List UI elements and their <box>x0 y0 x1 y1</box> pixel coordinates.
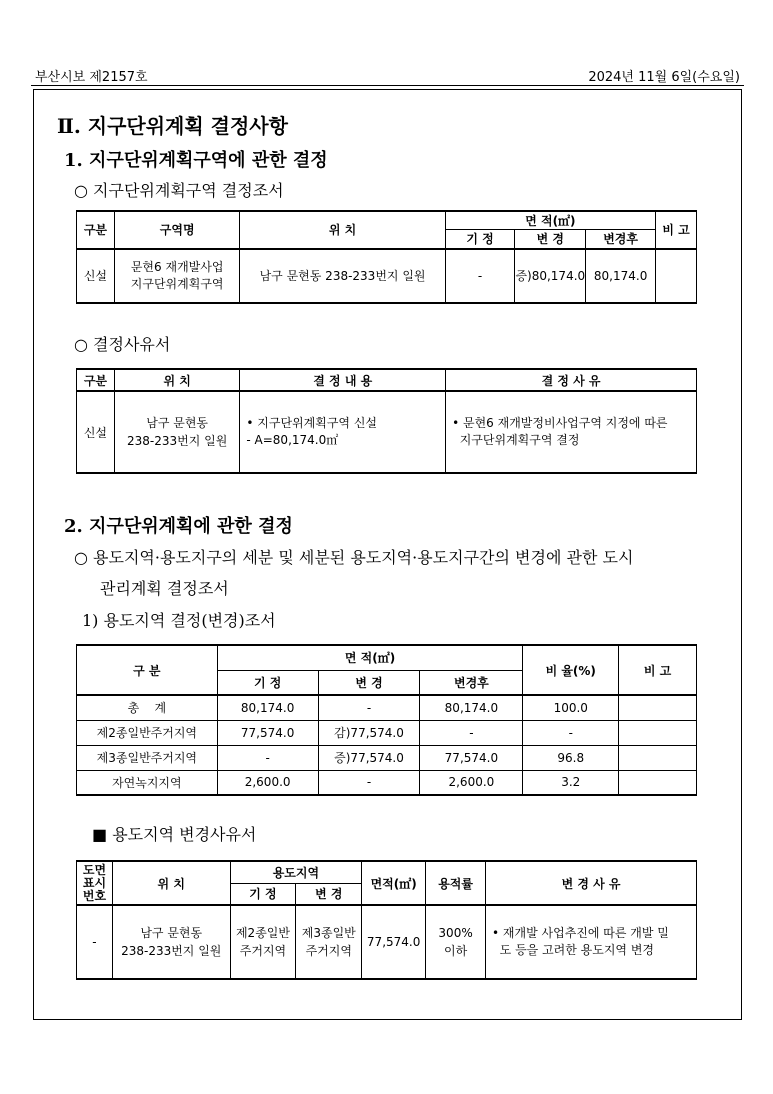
header-previous: 기 정 <box>445 230 515 249</box>
cell-note <box>619 695 697 720</box>
far-line-2: 이하 <box>443 944 468 958</box>
previous-zone-line-1: 제2종일반 <box>235 926 290 940</box>
cell-division: 신설 <box>77 391 115 473</box>
header-far: 용적률 <box>426 861 486 905</box>
header-location: 위 치 <box>114 369 240 391</box>
header-location: 위 치 <box>240 211 445 249</box>
cell-reason <box>486 905 697 979</box>
zone-name-line-1: 문현6 재개발사업 <box>130 259 224 274</box>
cell-change: - <box>318 770 420 795</box>
cell-after: 80,174.0 <box>586 249 656 303</box>
header-divider <box>31 85 744 86</box>
header-content: 결 정 내 용 <box>240 369 446 391</box>
zoning-heading-line-1: ○ 용도지역·용도지구의 세분 및 세분된 용도지역·용도지구간의 변경에 관한 도시 <box>74 548 634 567</box>
header-reason: 결 정 사 유 <box>446 369 697 391</box>
header-area: 면 적(㎡) <box>217 645 523 670</box>
cell-after: 77,574.0 <box>420 745 523 770</box>
header-change: 변 경 <box>318 670 420 695</box>
table-row <box>77 770 697 795</box>
header-zone: 용도지역 <box>230 861 362 883</box>
header-after: 변경후 <box>420 670 523 695</box>
table-row <box>77 249 697 303</box>
cell-area: 77,574.0 <box>362 905 426 979</box>
header-change: 변 경 <box>296 883 362 905</box>
location-line-1: 남구 문현동 <box>146 416 209 430</box>
cell-after: 2,600.0 <box>420 770 523 795</box>
header-zone-name: 구역명 <box>114 211 240 249</box>
cell-previous: - <box>217 745 318 770</box>
zoning-decision-heading: 1) 용도지역 결정(변경)조서 <box>82 611 276 630</box>
gazette-number: 부산시보 제2157호 <box>35 70 148 85</box>
cell-content <box>240 391 446 473</box>
cell-map-number: - <box>77 905 113 979</box>
cell-note <box>619 770 697 795</box>
cell-zone-name <box>114 249 240 303</box>
header-after: 변경후 <box>586 230 656 249</box>
header-note: 비 고 <box>656 211 697 249</box>
header-change: 변 경 <box>515 230 586 249</box>
gazette-date: 2024년 11월 6일(수요일) <box>588 70 740 85</box>
cell-note <box>619 745 697 770</box>
changed-zone-line-2: 주거지역 <box>305 944 352 958</box>
table-row <box>77 720 697 745</box>
header-previous: 기 정 <box>230 883 296 905</box>
header-location: 위 치 <box>112 861 230 905</box>
zoning-reason-heading: ■ 용도지역 변경사유서 <box>92 825 257 844</box>
cell-division: 총 계 <box>77 695 218 720</box>
reason-line-2: 지구단위계획구역 결정 <box>452 433 580 447</box>
zoning-change-reason-table <box>76 860 697 980</box>
header-area: 면적(㎡) <box>362 861 426 905</box>
location-line-1: 남구 문현동 <box>140 926 203 940</box>
cell-division: 자연녹지지역 <box>77 770 218 795</box>
subsection-1-title: 1. 지구단위계획구역에 관한 결정 <box>64 150 328 171</box>
section-title: Ⅱ. 지구단위계획 결정사항 <box>57 114 288 138</box>
cell-previous: 2,600.0 <box>217 770 318 795</box>
cell-after: - <box>420 720 523 745</box>
map-number-line-1: 도면 <box>82 862 107 877</box>
reason-heading: ○ 결정사유서 <box>74 335 171 354</box>
location-line-2: 238-233번지 일원 <box>126 434 228 448</box>
table-row <box>77 905 697 979</box>
reason-line-2: 도 등을 고려한 용도지역 변경 <box>492 943 655 957</box>
far-line-1: 300% <box>438 926 473 940</box>
cell-change: 감)77,574.0 <box>318 720 420 745</box>
cell-ratio: - <box>523 720 619 745</box>
cell-location <box>112 905 230 979</box>
cell-ratio: 96.8 <box>523 745 619 770</box>
location-line-2: 238-233번지 일원 <box>121 944 222 958</box>
zone-name-line-2: 지구단위계획구역 <box>130 276 224 291</box>
subsection-2-title: 2. 지구단위계획에 관한 결정 <box>64 516 293 537</box>
cell-location <box>114 391 240 473</box>
map-number-line-2: 표시 <box>82 875 107 890</box>
table-row <box>77 695 697 720</box>
reason-line-1: • 문현6 재개발정비사업구역 지정에 따른 <box>452 416 668 430</box>
cell-after: 80,174.0 <box>420 695 523 720</box>
header-area: 면 적(㎡) <box>445 211 655 230</box>
cell-changed-zone <box>296 905 362 979</box>
reason-line-1: • 재개발 사업추진에 따른 개발 밀 <box>492 926 669 940</box>
table-row <box>77 391 697 473</box>
changed-zone-line-1: 제3종일반 <box>301 926 356 940</box>
header-division: 구분 <box>77 369 115 391</box>
cell-location: 남구 문현동 238-233번지 일원 <box>240 249 445 303</box>
cell-division: 제2종일반주거지역 <box>77 720 218 745</box>
header-division: 구 분 <box>77 645 218 695</box>
cell-previous: - <box>445 249 515 303</box>
cell-change: 증)80,174.0 <box>515 249 586 303</box>
content-line-1: • 지구단위계획구역 신설 <box>246 416 378 430</box>
decision-reason-table <box>76 368 697 474</box>
cell-note <box>619 720 697 745</box>
district-decision-heading: ○ 지구단위계획구역 결정조서 <box>74 181 284 200</box>
zoning-decision-table <box>76 644 697 796</box>
header-note: 비 고 <box>619 645 697 695</box>
cell-ratio: 100.0 <box>523 695 619 720</box>
previous-zone-line-2: 주거지역 <box>239 944 287 958</box>
cell-previous: 77,574.0 <box>217 720 318 745</box>
header-division: 구분 <box>77 211 115 249</box>
cell-change: 증)77,574.0 <box>318 745 420 770</box>
cell-division: 제3종일반주거지역 <box>77 745 218 770</box>
content-line-2: - A=80,174.0㎡ <box>246 433 339 447</box>
cell-previous: 80,174.0 <box>217 695 318 720</box>
cell-reason <box>446 391 697 473</box>
cell-note <box>656 249 697 303</box>
cell-change: - <box>318 695 420 720</box>
table-row <box>77 745 697 770</box>
header-map-number <box>77 861 113 905</box>
cell-far <box>426 905 486 979</box>
header-reason: 변 경 사 유 <box>486 861 697 905</box>
header-ratio: 비 율(%) <box>523 645 619 695</box>
cell-previous-zone <box>230 905 296 979</box>
cell-division: 신설 <box>77 249 115 303</box>
district-decision-table <box>76 210 697 304</box>
header-previous: 기 정 <box>217 670 318 695</box>
zoning-heading-line-2: 관리계획 결정조서 <box>100 579 229 598</box>
map-number-line-3: 번호 <box>82 888 107 903</box>
cell-ratio: 3.2 <box>523 770 619 795</box>
